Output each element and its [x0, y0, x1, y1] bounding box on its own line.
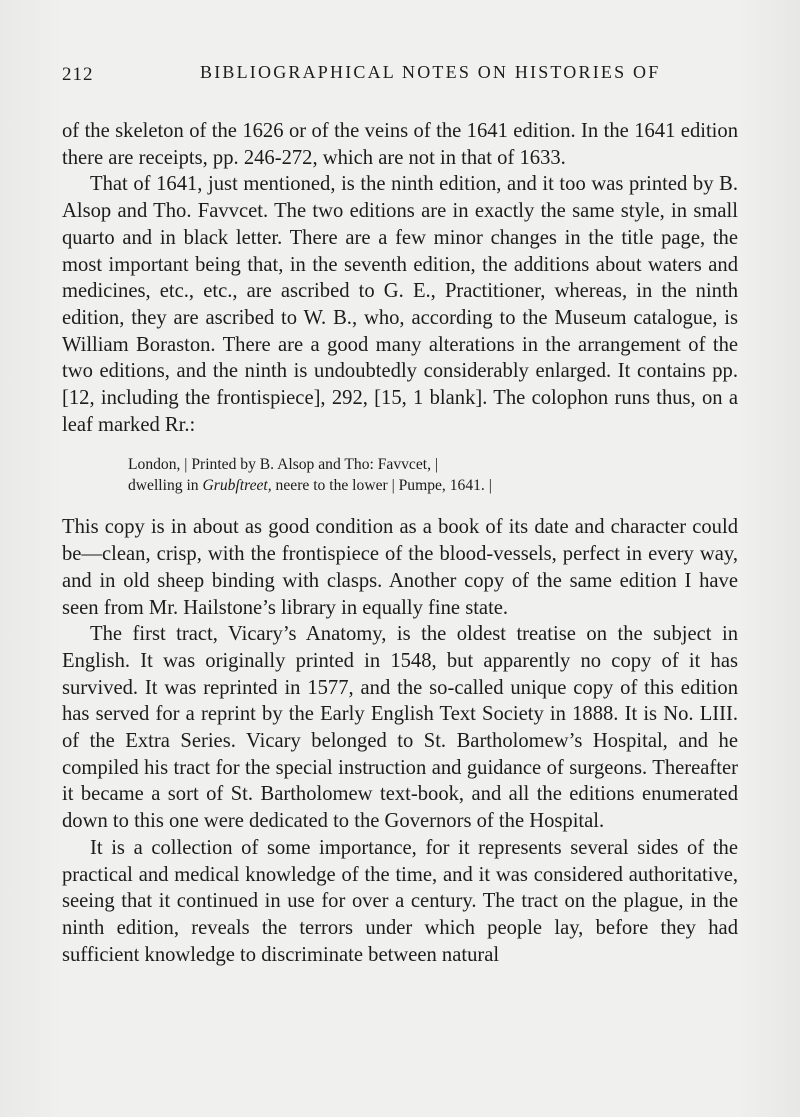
page-number: 212: [62, 64, 94, 85]
paragraph-vicary-anatomy: The first tract, Vicary’s Anatomy, is the oldest treatise on the subject in English. It was originally printed in 1548, but apparently no copy of it has survived. It was reprinted in 1577, and the so-called unique copy of this edition has served for a reprint by the Early English Text Society in 1888. It is No. LIII. of the Extra Series. Vicary belonged to St. Bartholomew’s Hospital, and he compiled his tract for the special instruction and guidance of surgeons. Thereafter it became a sort of St. Bartholomew text-book, and all the editions enumerated down to this one were dedicated to the Governors of the Hospital.: [62, 623, 738, 833]
paragraph-ninth-edition: That of 1641, just mentioned, is the ninth edition, and it too was printed by B. Alsop and Tho. Favvcet. The two editions are in exactly the same style, in small quarto and in black letter. There are a few minor changes in the title page, the most important being that, in the seventh edition, the additions about waters and medicines, etc., etc., are ascribed to G. E., Practitioner, whereas, in the ninth edition, they are ascribed to W. B., who, according to the Museum catalogue, is William Boraston. There are a good many alterations in the arrangement of the two editions, and the ninth is undoubtedly considerably enlarged. It contains pp. [12, including the frontispiece], 292, [15, 1 blank]. The colophon runs thus, on a leaf marked Rr.:: [62, 173, 738, 436]
colophon-line-2-end: neere to the lower | Pumpe, 1641. |: [271, 477, 492, 495]
colophon-line-2-start: dwelling in: [128, 477, 203, 495]
running-title: BIBLIOGRAPHICAL NOTES ON HISTORIES OF: [200, 62, 661, 82]
body-text: [62, 118, 738, 968]
colophon-line-2: [128, 475, 688, 496]
running-head: [62, 62, 738, 88]
paragraph-continued: of the skeleton of the 1626 or of the veins of the 1641 edition. In the 1641 edition there are receipts, pp. 246-272, which are not in that of 1633.: [62, 120, 738, 169]
paragraph-copy-condition: This copy is in about as good condition as a book of its date and character could be—clean, crisp, with the frontispiece of the blood-vessels, perfect in every way, and in old sheep binding with clasps. Another copy of the same edition I have seen from Mr. Hailstone’s library in equally fine state.: [62, 516, 738, 619]
colophon-line-1: London, | Printed by B. Alsop and Tho: Favvcet, |: [128, 456, 439, 474]
colophon-quote: [128, 454, 688, 496]
colophon-street-name: Grubſtreet,: [202, 477, 272, 495]
paragraph-collection-importance: It is a collection of some importance, for it represents several sides of the practical and medical knowledge of the time, and it was considered authoritative, seeing that it continued in use for over a century. The tract on the plague, in the ninth edition, reveals the terrors under which people lay, before they had sufficient knowledge to discriminate between natural: [62, 836, 738, 966]
